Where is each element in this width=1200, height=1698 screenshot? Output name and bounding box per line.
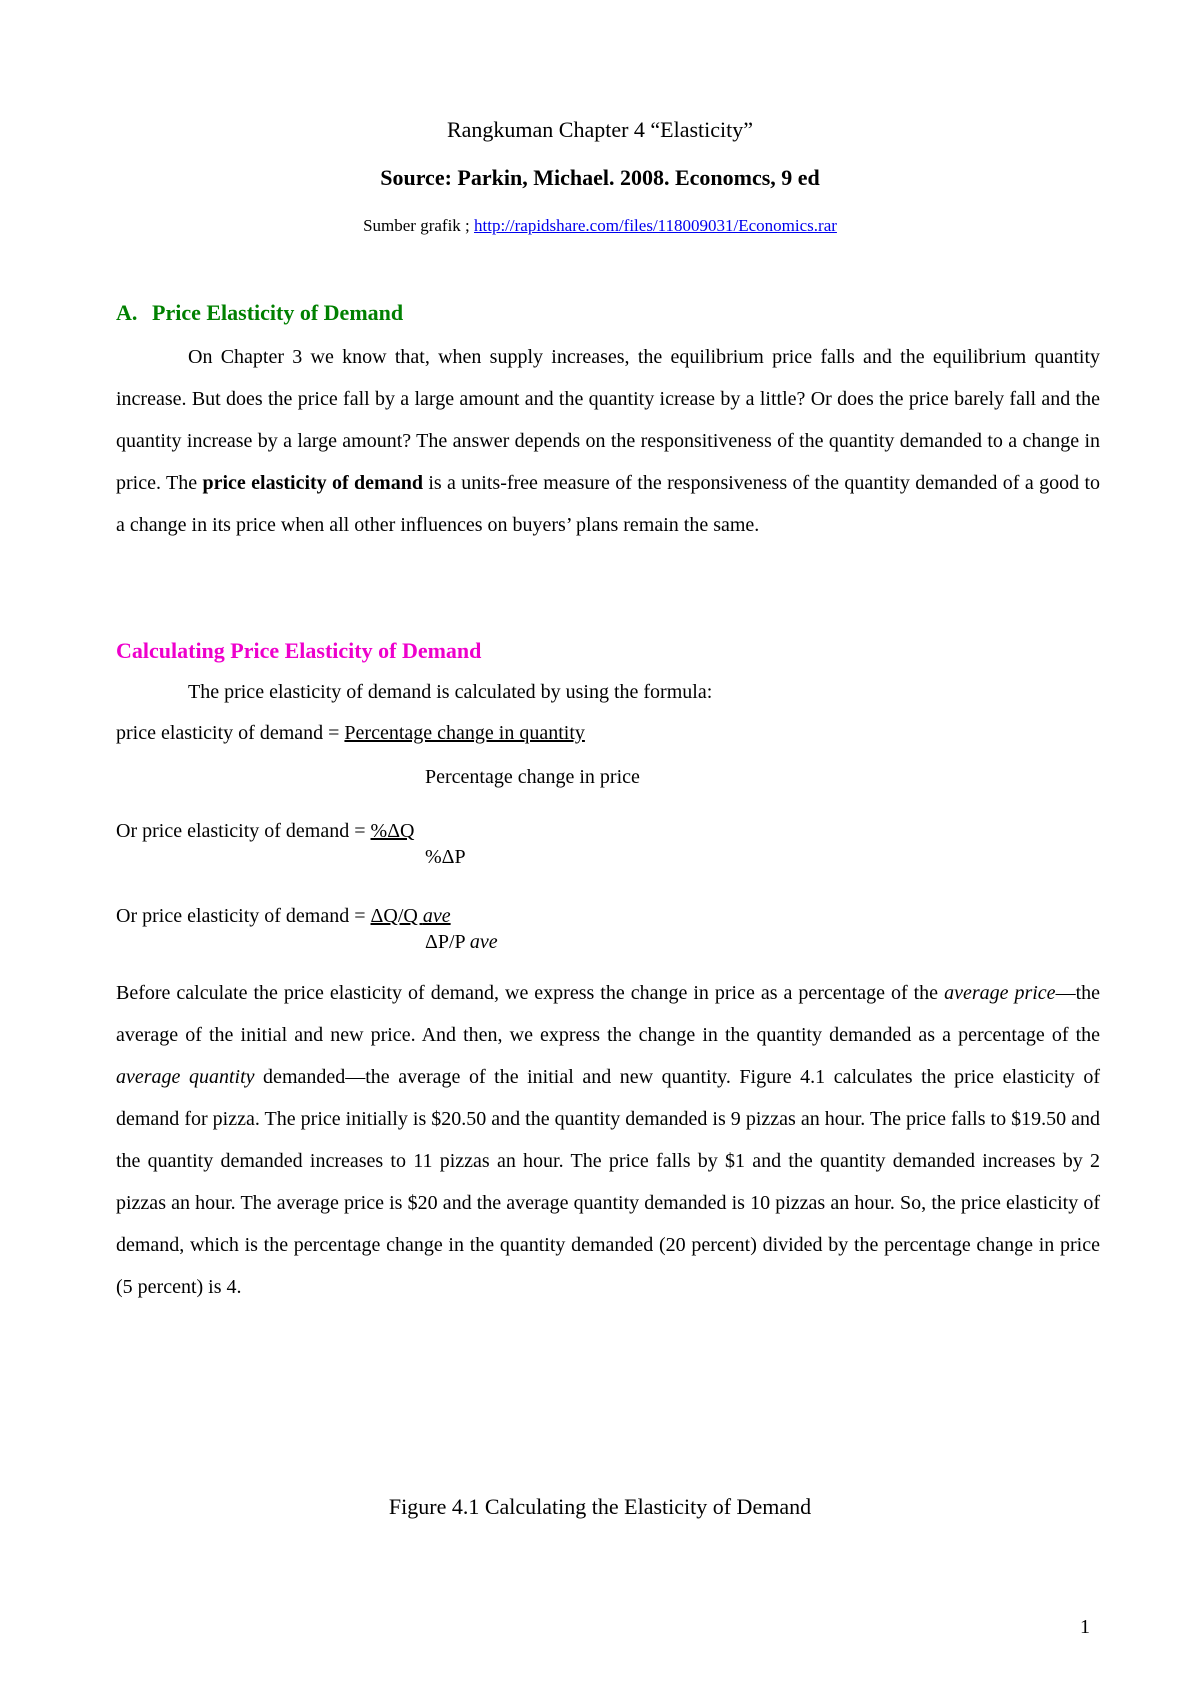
formula-3-denominator <box>425 931 498 954</box>
formula-3 <box>116 905 451 928</box>
sumber-grafik <box>0 216 1200 236</box>
term-average-quantity: average quantity <box>116 1066 255 1088</box>
document-title: Rangkuman Chapter 4 “Elasticity” <box>446 117 754 142</box>
section-a-heading <box>116 300 403 326</box>
formula-3-numerator <box>371 905 451 927</box>
formula-intro: The price elasticity of demand is calculated by using the formula: <box>188 681 713 703</box>
term-average-price: average price <box>944 982 1056 1004</box>
formula-2-denominator: %ΔP <box>425 846 466 868</box>
section-a-title: Price Elasticity of Demand <box>152 300 404 325</box>
formula-3-den-ave: ave <box>469 931 498 953</box>
sumber-link[interactable]: http://rapidshare.com/files/118009031/Economics.rar <box>474 216 837 235</box>
formula-2 <box>116 820 415 843</box>
formula-1 <box>116 722 585 745</box>
paragraph-text: demanded—the average of the initial and new quantity. Figure 4.1 calculates the price elasticity of demand for pizza. The price initially is $20.50 and the quantity demanded is 9 pizzas an hour. The price falls to $19.50 and the quantity demanded increases to 11 pizzas an hour. The price falls by $1 and the quantity demanded increases by 2 pizzas an hour. The average price is $20 and the average quantity demanded is 10 pizzas an hour. So, the price elasticity of demand, which is the percentage change in the quantity demanded (20 percent) divided by the percentage change in price (5 percent) is 4. <box>116 1066 1100 1298</box>
paragraph-text: is a units-free measure of the responsiveness of the quantity demanded of a good to a change in its price when all other influences on buyers’ plans remain the same. <box>116 472 1100 536</box>
term-price-elasticity: price elasticity of demand <box>202 472 423 494</box>
explanation-paragraph <box>116 972 1100 1308</box>
formula-1-label: price elasticity of demand = <box>116 722 345 744</box>
formula-2-numerator: %ΔQ <box>370 820 415 842</box>
paragraph-text: On Chapter 3 we know that, when supply increases, the equilibrium price falls and the equilibrium quantity increase. But does the price fall by a large amount and the quantity icrease by a little? Or does the price barely fall and the quantity increase by a large amount? The answer depends on the responsitiveness of the quantity demanded to a change in price. The <box>116 346 1100 494</box>
calculating-heading: Calculating Price Elasticity of Demand <box>116 638 482 663</box>
formula-3-num-text: ΔQ/Q <box>370 905 423 927</box>
page-number: 1 <box>1080 1616 1090 1638</box>
section-a-letter: A. <box>116 300 138 325</box>
formula-1-numerator: Percentage change in quantity <box>344 722 585 744</box>
sumber-label: Sumber grafik ; <box>363 216 475 235</box>
formula-2-label: Or price elasticity of demand = <box>116 820 371 842</box>
source-citation: Source: Parkin, Michael. 2008. Economcs, 9 ed <box>380 165 820 190</box>
formula-1-denominator: Percentage change in price <box>425 766 640 788</box>
paragraph-text: —the average of the initial and new price. And then, we express the change in the quantity demanded as a percentage of the <box>116 982 1101 1046</box>
formula-3-den-text: ΔP/P <box>425 931 470 953</box>
figure-caption: Figure 4.1 Calculating the Elasticity of Demand <box>388 1494 812 1519</box>
paragraph-text: Before calculate the price elasticity of demand, we express the change in price as a percentage of the <box>116 982 945 1004</box>
formula-3-label: Or price elasticity of demand = <box>116 905 371 927</box>
section-a-paragraph <box>116 336 1100 546</box>
formula-3-num-ave: ave <box>422 905 451 927</box>
